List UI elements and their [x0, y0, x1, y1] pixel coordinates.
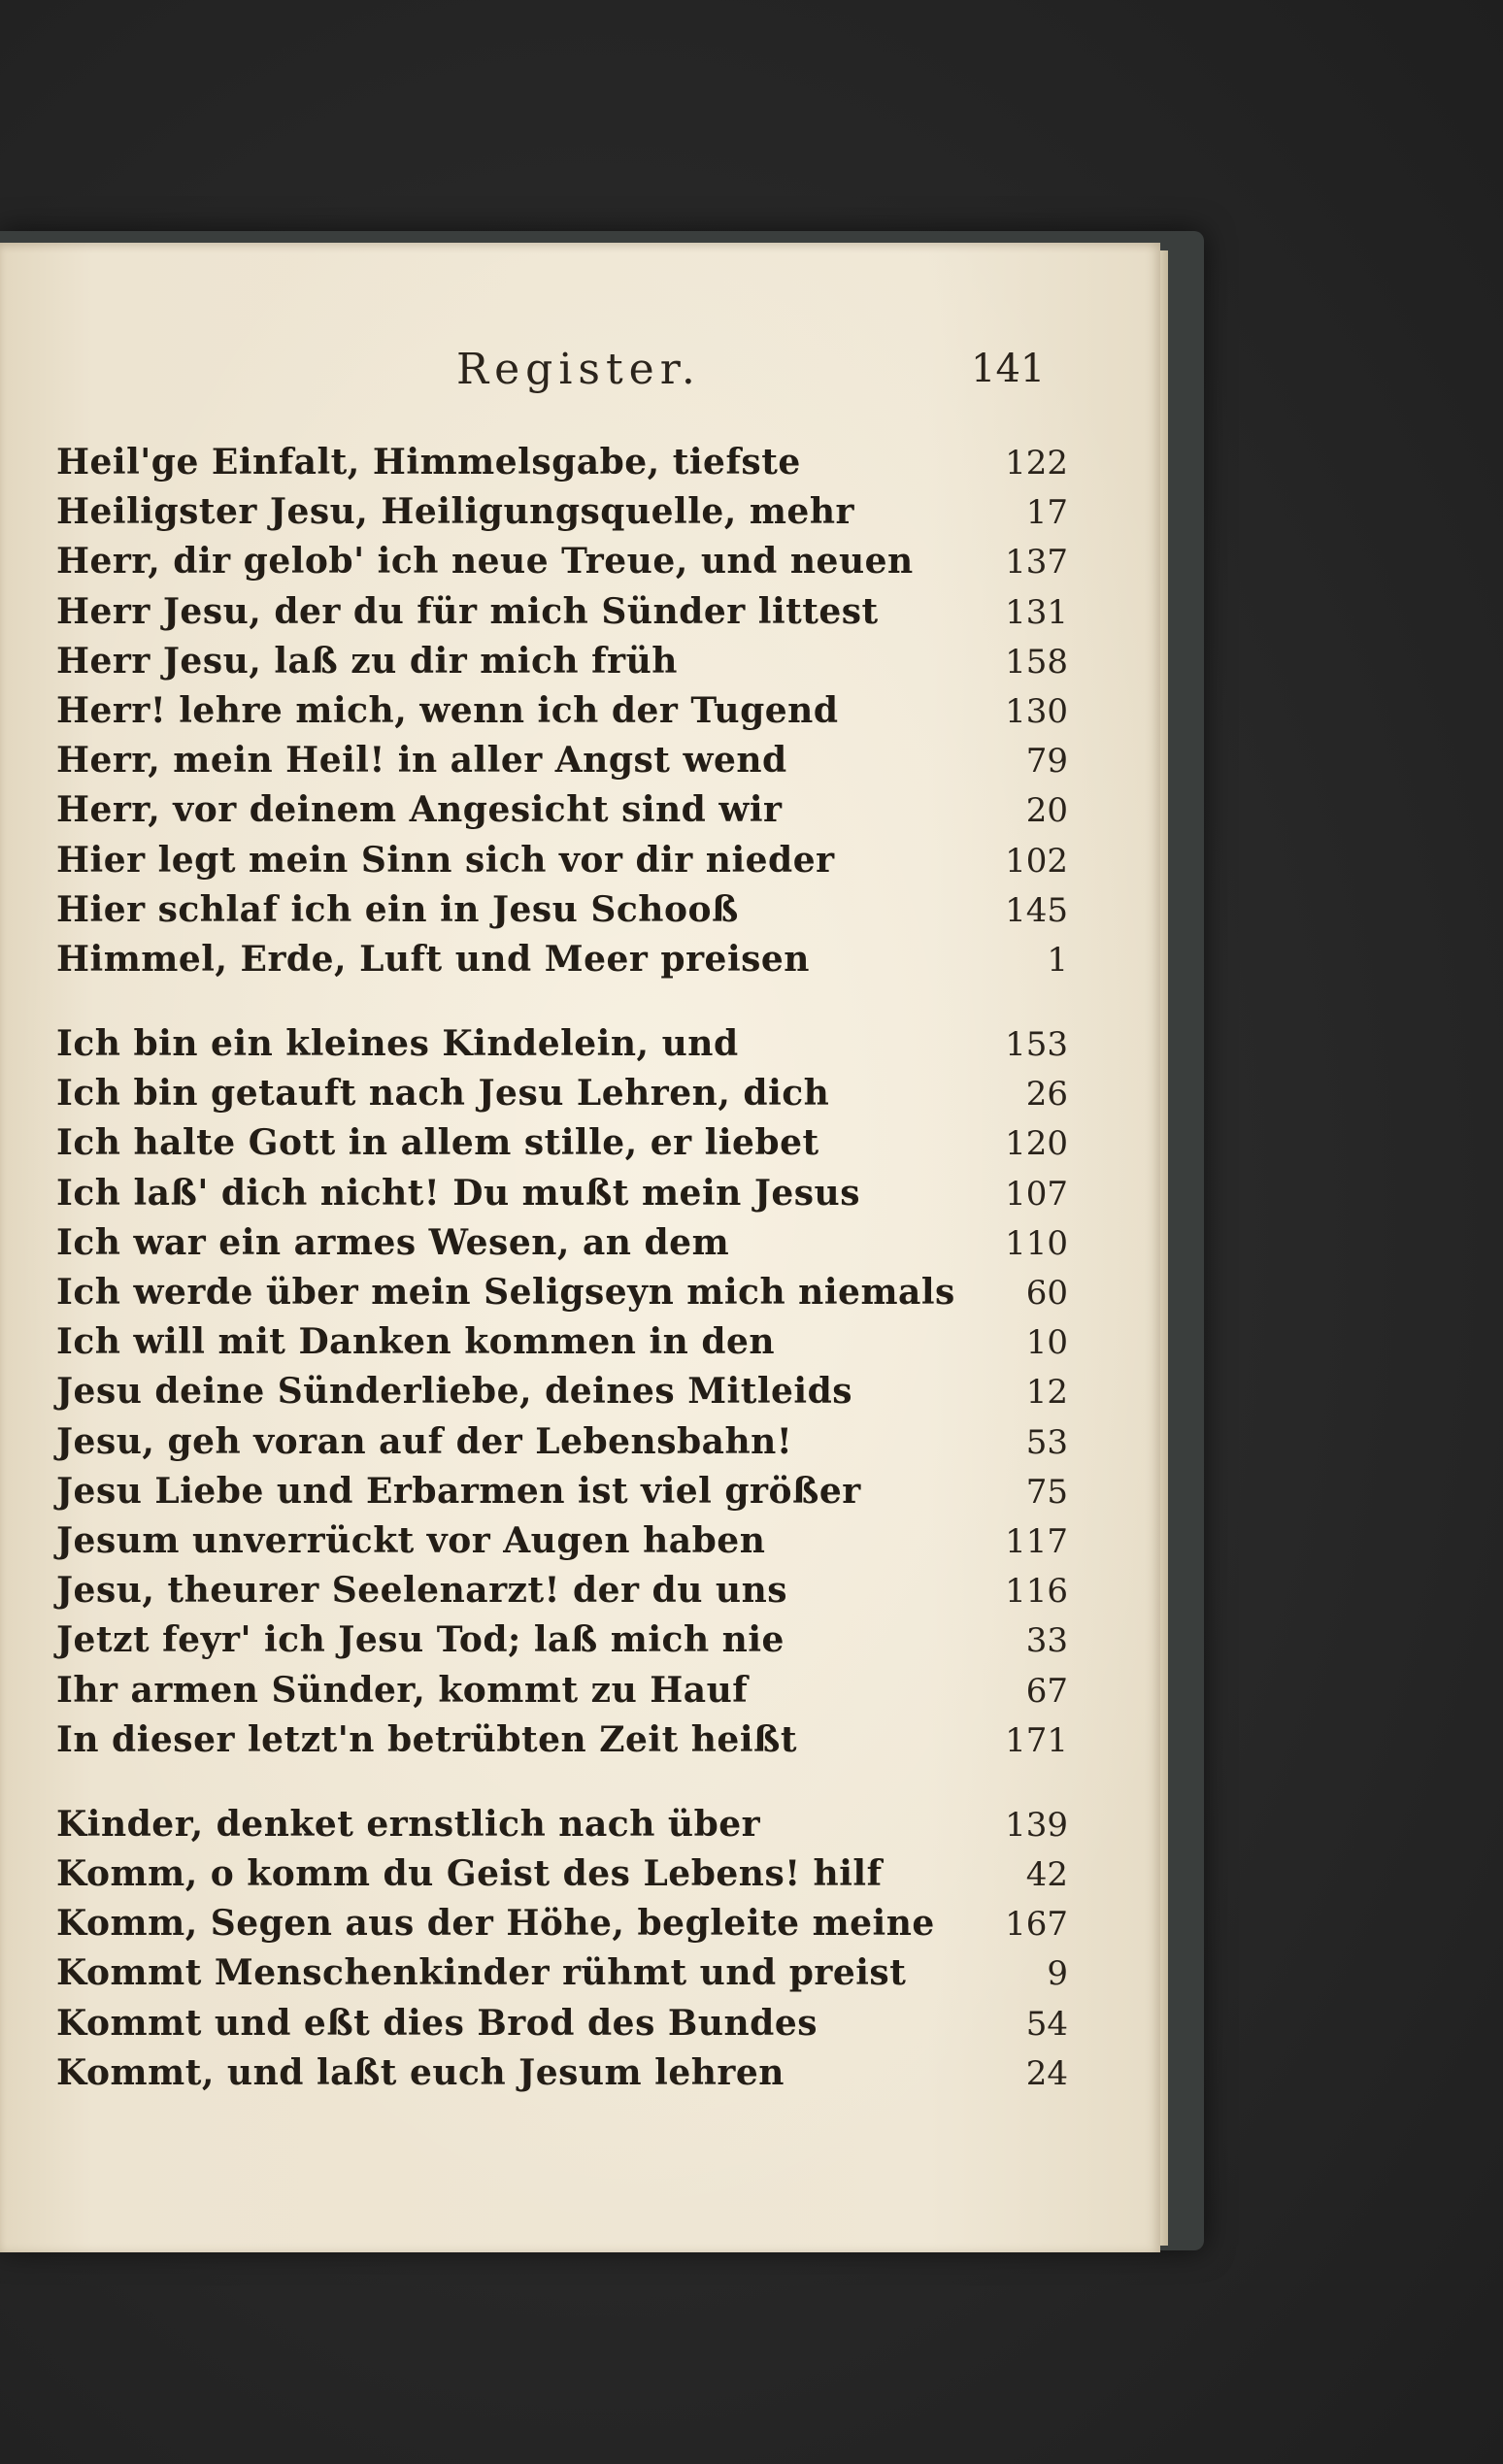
entry-title: Komm, Segen aus der Höhe, begleite meine — [56, 1903, 935, 1945]
entry-page-number: 9 — [1047, 1954, 1068, 1994]
register-entry — [0, 1520, 1160, 1570]
entry-title: Hier schlaf ich ein in Jesu Schooß — [56, 888, 739, 930]
register-entry — [0, 1421, 1160, 1471]
entry-page-number: 67 — [1025, 1671, 1068, 1711]
entry-page-number: 33 — [1025, 1621, 1068, 1661]
register-entry — [0, 442, 1160, 491]
entry-page-number: 75 — [1025, 1472, 1068, 1512]
entry-title: Kinder, denket ernstlich nach über — [56, 1803, 761, 1845]
entry-page-number: 110 — [1005, 1223, 1068, 1263]
entry-title: Himmel, Erde, Luft und Meer preisen — [56, 938, 810, 980]
entry-title: Herr Jesu, der du für mich Sünder littest — [56, 590, 879, 632]
entry-page-number: 117 — [1005, 1521, 1068, 1561]
entry-title: Komm, o komm du Geist des Lebens! hilf — [56, 1853, 883, 1895]
entry-page-number: 17 — [1025, 493, 1068, 533]
register-entry — [0, 2052, 1160, 2102]
entry-page-number: 137 — [1005, 543, 1068, 583]
entry-title: Jesu, theurer Seelenarzt! der du uns — [56, 1570, 788, 1612]
register-entry — [0, 1122, 1160, 1172]
register-entry — [0, 690, 1160, 740]
entry-page-number: 24 — [1025, 2053, 1068, 2093]
entry-page-number: 1 — [1047, 940, 1068, 980]
entry-page-number: 153 — [1005, 1025, 1068, 1065]
entry-title: Herr, mein Heil! in aller Angst wend — [56, 740, 787, 782]
entry-title: Ich will mit Danken kommen in den — [56, 1321, 776, 1363]
entry-title: Hier legt mein Sinn sich vor dir nieder — [56, 839, 835, 881]
entry-title: Ich halte Gott in allem stille, er liebet — [56, 1122, 819, 1164]
entry-title: Ich war ein armes Wesen, an dem — [56, 1221, 730, 1263]
register-entry — [0, 1853, 1160, 1903]
entry-page-number: 20 — [1025, 791, 1068, 831]
register-entry — [0, 641, 1160, 690]
entry-page-number: 12 — [1025, 1373, 1068, 1413]
entry-page-number: 60 — [1025, 1274, 1068, 1313]
entry-page-number: 120 — [1005, 1124, 1068, 1164]
entry-title: Heiligster Jesu, Heiligungsquelle, mehr — [56, 491, 854, 533]
entry-title: Jesu Liebe und Erbarmen ist viel größer — [56, 1470, 861, 1512]
register-entry — [0, 1619, 1160, 1669]
entry-page-number: 145 — [1005, 890, 1068, 930]
entry-title: Ich bin ein kleines Kindelein, und — [56, 1023, 739, 1065]
register-group — [0, 442, 1160, 988]
entry-page-number: 10 — [1025, 1323, 1068, 1363]
register-entry — [0, 2003, 1160, 2052]
entry-page-number: 53 — [1025, 1422, 1068, 1462]
register-group — [0, 1804, 1160, 2102]
register-group — [0, 1023, 1160, 1769]
register-entry — [0, 1719, 1160, 1769]
register-entry — [0, 1073, 1160, 1122]
register-entry — [0, 1173, 1160, 1222]
entry-title: Heil'ge Einfalt, Himmelsgabe, tiefste — [56, 442, 801, 483]
page-title: Register. — [456, 345, 701, 394]
register-entry — [0, 1371, 1160, 1420]
entry-title: Herr, vor deinem Angesicht sind wir — [56, 789, 783, 831]
entry-title: Jetzt feyr' ich Jesu Tod; laß mich nie — [56, 1619, 785, 1661]
register-entry — [0, 1570, 1160, 1619]
entry-page-number: 116 — [1005, 1572, 1068, 1612]
register-entry — [0, 1471, 1160, 1520]
entry-page-number: 26 — [1025, 1075, 1068, 1115]
entry-title: Kommt und eßt dies Brod des Bundes — [56, 2002, 818, 2044]
register-entry — [0, 1670, 1160, 1719]
entry-page-number: 54 — [1025, 2004, 1068, 2044]
register-entry — [0, 1952, 1160, 2002]
register-entry — [0, 1023, 1160, 1073]
entry-title: Ich bin getauft nach Jesu Lehren, dich — [56, 1073, 830, 1115]
register-entry — [0, 1804, 1160, 1853]
entry-title: Jesum unverrückt vor Augen haben — [56, 1519, 766, 1561]
entry-page-number: 107 — [1005, 1174, 1068, 1214]
entry-title: In dieser letzt'n betrübten Zeit heißt — [56, 1718, 797, 1760]
page-header — [0, 345, 1160, 413]
register-entry — [0, 491, 1160, 541]
entry-page-number: 122 — [1005, 444, 1068, 483]
register-entry — [0, 889, 1160, 939]
entry-page-number: 42 — [1025, 1855, 1068, 1895]
entry-title: Jesu deine Sünderliebe, deines Mitleids — [56, 1371, 853, 1413]
register-entry — [0, 740, 1160, 789]
register-entry — [0, 591, 1160, 641]
entry-page-number: 102 — [1005, 841, 1068, 881]
entry-title: Herr Jesu, laß zu dir mich früh — [56, 640, 678, 682]
entry-title: Kommt Menschenkinder rühmt und preist — [56, 1952, 907, 1994]
entry-title: Kommt, und laßt euch Jesum lehren — [56, 2051, 785, 2093]
register-list — [0, 442, 1160, 2137]
register-entry — [0, 840, 1160, 889]
register-entry — [0, 1321, 1160, 1371]
entry-page-number: 139 — [1005, 1805, 1068, 1845]
entry-page-number: 167 — [1005, 1905, 1068, 1945]
entry-title: Herr, dir gelob' ich neue Treue, und neuen — [56, 541, 914, 583]
page-edge — [1160, 250, 1168, 2246]
entry-title: Jesu, geh voran auf der Lebensbahn! — [56, 1420, 793, 1462]
entry-title: Ich werde über mein Seligseyn mich niemals — [56, 1272, 955, 1313]
entry-page-number: 158 — [1005, 642, 1068, 682]
entry-page-number: 131 — [1005, 592, 1068, 632]
register-entry — [0, 789, 1160, 839]
register-entry — [0, 939, 1160, 988]
entry-title: Ich laß' dich nicht! Du mußt mein Jesus — [56, 1172, 860, 1214]
register-entry — [0, 1903, 1160, 1952]
page-number: 141 — [971, 347, 1046, 391]
entry-page-number: 130 — [1005, 691, 1068, 731]
entry-page-number: 79 — [1025, 742, 1068, 782]
register-entry — [0, 541, 1160, 590]
entry-title: Ihr armen Sünder, kommt zu Hauf — [56, 1669, 749, 1711]
entry-title: Herr! lehre mich, wenn ich der Tugend — [56, 689, 839, 731]
register-entry — [0, 1222, 1160, 1272]
entry-page-number: 171 — [1005, 1720, 1068, 1760]
register-entry — [0, 1272, 1160, 1321]
